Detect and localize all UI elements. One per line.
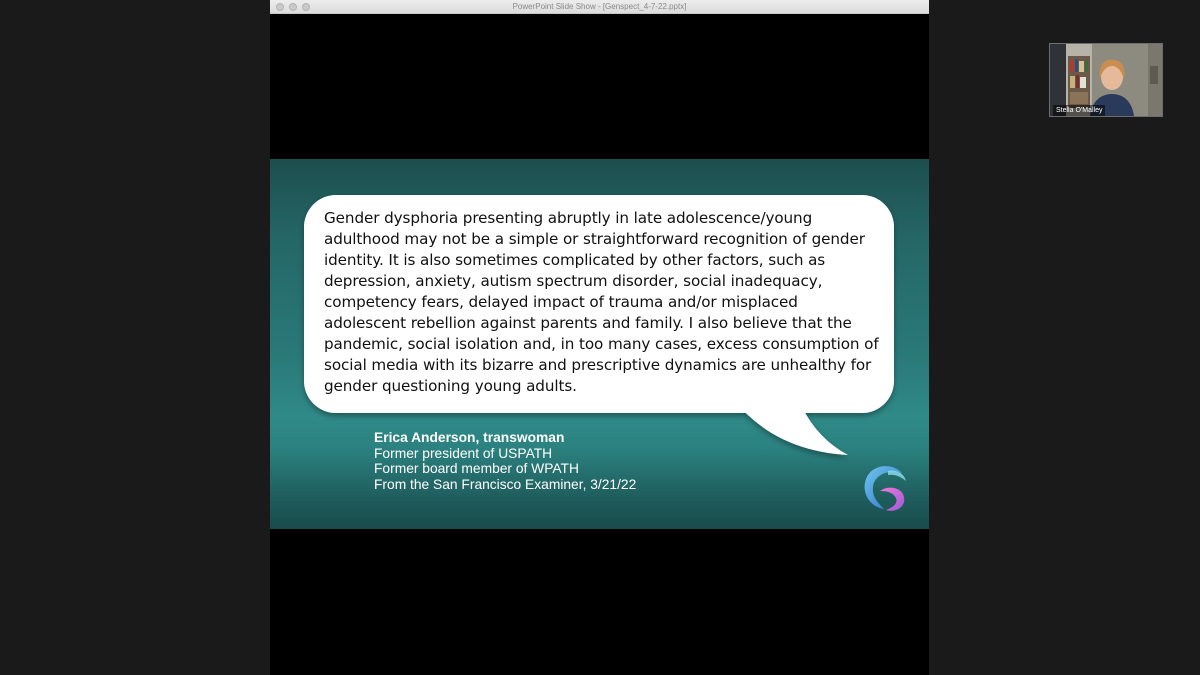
quote-attribution: [374, 430, 754, 492]
window-title: PowerPoint Slide Show - [Genspect_4-7-22.pptx]: [512, 2, 687, 11]
attribution-line: From the San Francisco Examiner, 3/21/22: [374, 476, 637, 492]
quote-text: Gender dysphoria presenting abruptly in late adolescence/young adulthood may not be a simple or straightforward recognition of gender identity. It is also sometimes complicated by other factors, such as depression, anxiety, autism spectrum disorder, social inadequacy, competency fears, delayed impact of trauma and/or misplaced adolescent rebellion against parents and family. I also believe that the pandemic, social isolation and, in too many cases, excess consumption of social media with its bizarre and prescriptive dynamics are unhealthy for gender questioning young adults.: [324, 209, 879, 395]
slide: [270, 159, 929, 529]
attribution-line: Former president of USPATH: [374, 445, 553, 461]
attribution-name: Erica Anderson, transwoman: [374, 430, 565, 445]
genspect-logo-icon: [858, 461, 910, 513]
participant-name-label: Stella O'Malley: [1053, 105, 1105, 116]
slideshow-window: [270, 0, 929, 675]
attribution-line: Former board member of WPATH: [374, 461, 579, 476]
window-titlebar[interactable]: [270, 0, 929, 14]
participant-video-tile[interactable]: [1049, 43, 1163, 117]
